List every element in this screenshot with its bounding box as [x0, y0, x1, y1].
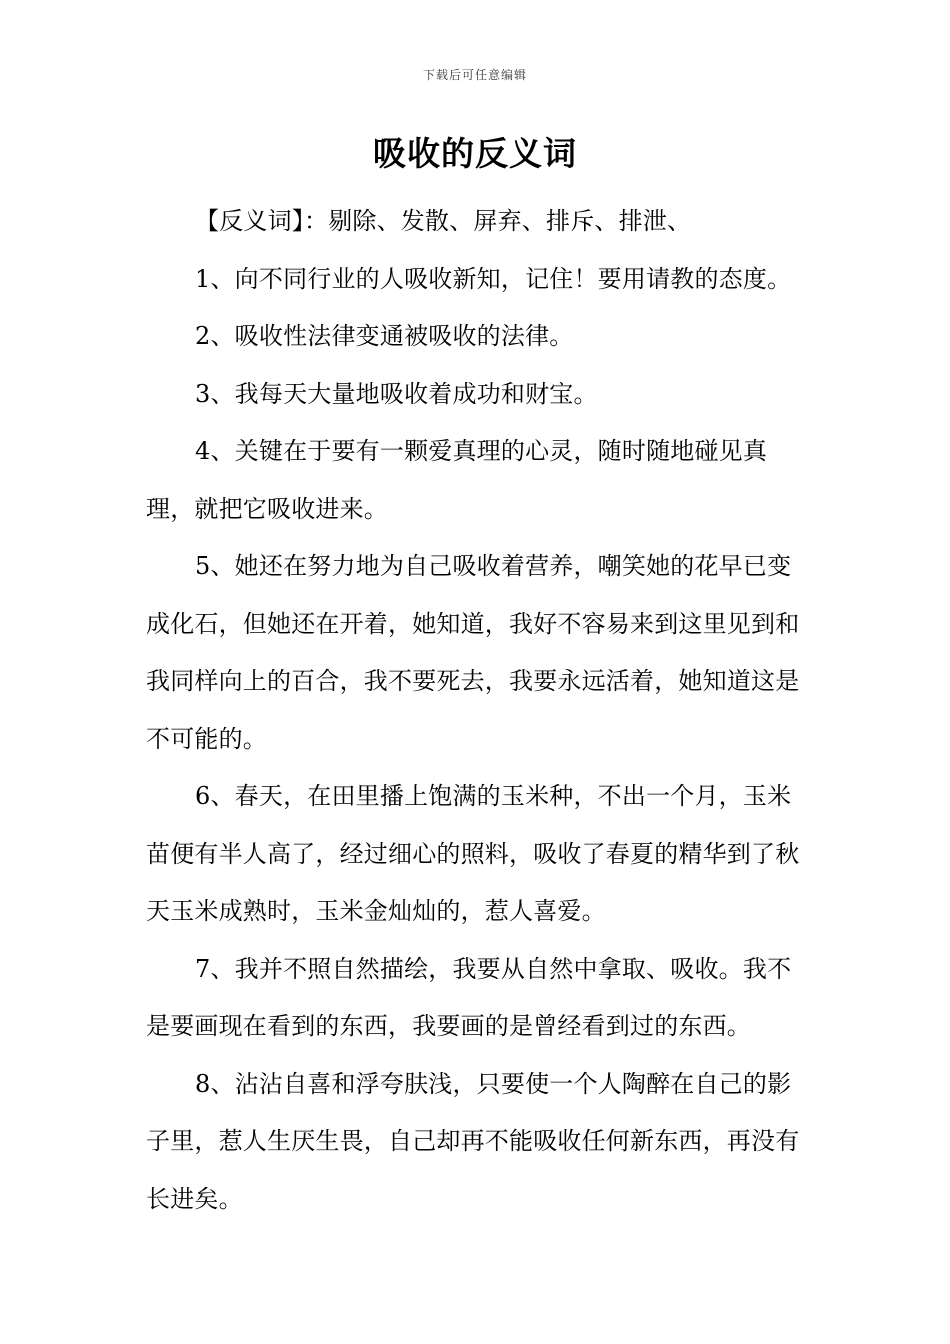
antonym-list: 【反义词】：剔除、发散、屏弃、排斥、排泄、 [195, 207, 692, 235]
example-sentence-8: 8、沾沾自喜和浮夸肤浅，只要使一个人陶醉在自己的影子里，惹人生厌生畏，自己却再不能吸收任何新东西，再没有长进矣。 [146, 1069, 800, 1213]
header-note: 下载后可任意编辑 [422, 68, 527, 82]
example-sentence-1: 1、向不同行业的人吸收新知，记住！要用请教的态度。 [195, 264, 792, 293]
example-sentence-5: 5、她还在努力地为自己吸收着营养，嘲笑她的花早已变成化石，但她还在开着，她知道，我好不容易来到这里见到和我同样向上的百合，我不要死去，我要永远活着，她知道这是不可能的。 [146, 552, 800, 753]
example-sentence-7: 7、我并不照自然描绘，我要从自然中拿取、吸收。我不是要画现在看到的东西，我要画的是曾经看到过的东西。 [146, 954, 792, 1040]
example-sentence-6: 6、春天，在田里播上饱满的玉米种，不出一个月，玉米苗便有半人高了，经过细心的照料，吸收了春夏的精华到了秋天玉米成熟时，玉米金灿灿的，惹人喜爱。 [146, 782, 800, 925]
document-title: 吸收的反义词 [373, 134, 577, 173]
example-sentence-3: 3、我每天大量地吸收着成功和财宝。 [195, 379, 598, 408]
example-sentence-2: 2、吸收性法律变通被吸收的法律。 [195, 322, 574, 350]
document-body [146, 193, 810, 1228]
example-sentence-4: 4、关键在于要有一颗爱真理的心灵，随时随地碰见真理，就把它吸收进来。 [146, 437, 768, 523]
